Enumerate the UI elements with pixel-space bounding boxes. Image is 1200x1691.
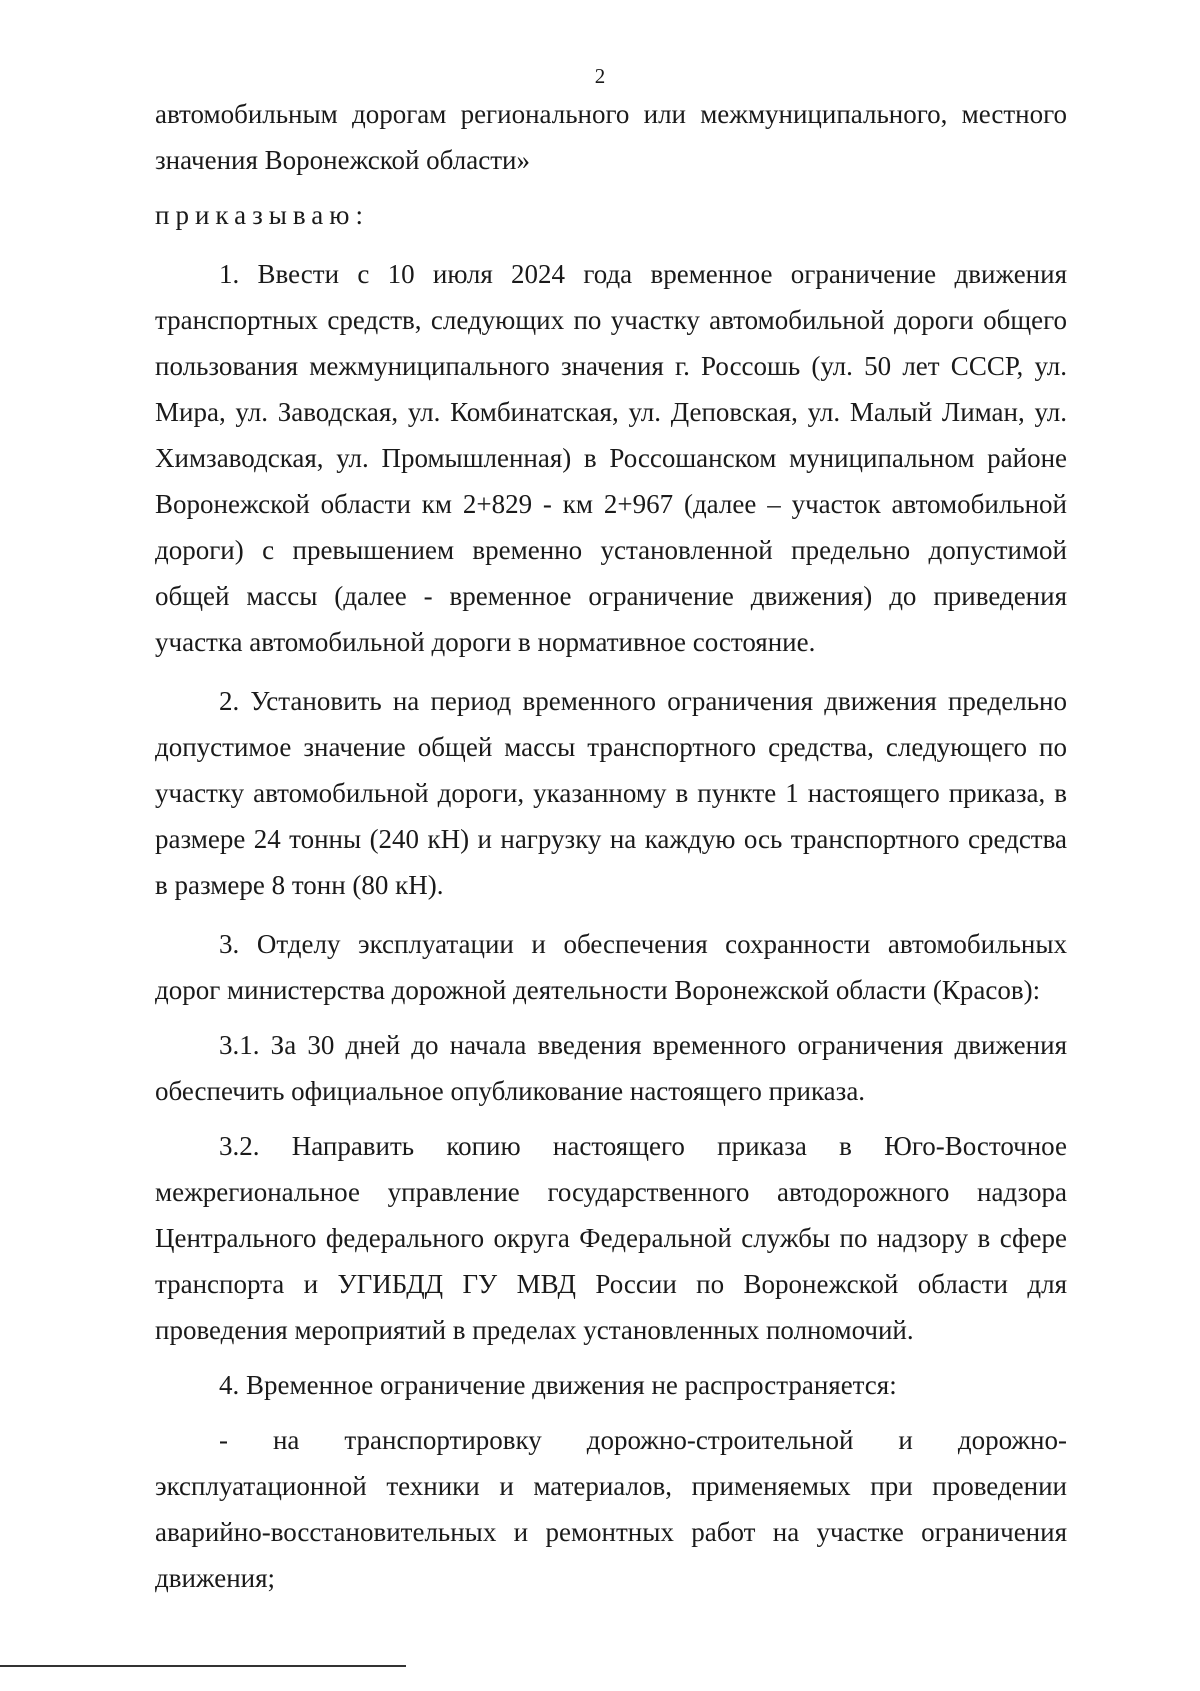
intro-paragraph: автомобильным дорогам регионального или межмуниципального, местного значения Воронежской области»: [155, 99, 1067, 175]
order-word: приказываю:: [155, 200, 369, 230]
document-body: [155, 91, 1067, 1601]
paragraph-3-1: 3.1. За 30 дней до начала введения временного ограничения движения обеспечить официальное опубликование настоящего приказа.: [155, 1030, 1067, 1106]
paragraph-3: 3. Отделу эксплуатации и обеспечения сохранности автомобильных дорог министерства дорожной деятельности Воронежской области (Красов):: [155, 929, 1067, 1005]
paragraph-4: 4. Временное ограничение движения не распространяется:: [219, 1370, 897, 1400]
paragraph-2: 2. Установить на период временного ограничения движения предельно допустимое значение общей массы транспортного средства, следующего по участку автомобильной дороги, указанному в пункте 1 настоящего приказа, в размере 24 тонны (240 кН) и нагрузку на каждую ось транспортного средства в размере 8 тонн (80 кН).: [155, 686, 1067, 900]
paragraph-1: 1. Ввести с 10 июля 2024 года временное ограничение движения транспортных средств, следующих по участку автомобильной дороги общего пользования межмуниципального значения г. Россошь (ул. 50 лет СССР, ул. Мира, ул. Заводская, ул. Комбинатская, ул. Деповская, ул. Малый Лиман, ул. Химзаводская, ул. Промышленная) в Россошанском муниципальном районе Воронежской области км 2+829 - км 2+967 (далее – участок автомобильной дороги) с превышением временно установленной предельно допустимой общей массы (далее - временное ограничение движения) до приведения участка автомобильной дороги в нормативное состояние.: [155, 259, 1067, 657]
footer-divider: [0, 1665, 406, 1667]
paragraph-3-2: 3.2. Направить копию настоящего приказа в Юго-Восточное межрегиональное управление государственного автодорожного надзора Центрального федерального округа Федеральной службы по надзору в сфере транспорта и УГИБДД ГУ МВД России по Воронежской области для проведения мероприятий в пределах установленных полномочий.: [155, 1131, 1067, 1345]
paragraph-4-item-1: - на транспортировку дорожно-строительной и дорожно-эксплуатационной техники и материалов, применяемых при проведении аварийно-восстановительных и ремонтных работ на участке ограничения движения;: [155, 1425, 1067, 1593]
page-number: 2: [594, 64, 606, 88]
